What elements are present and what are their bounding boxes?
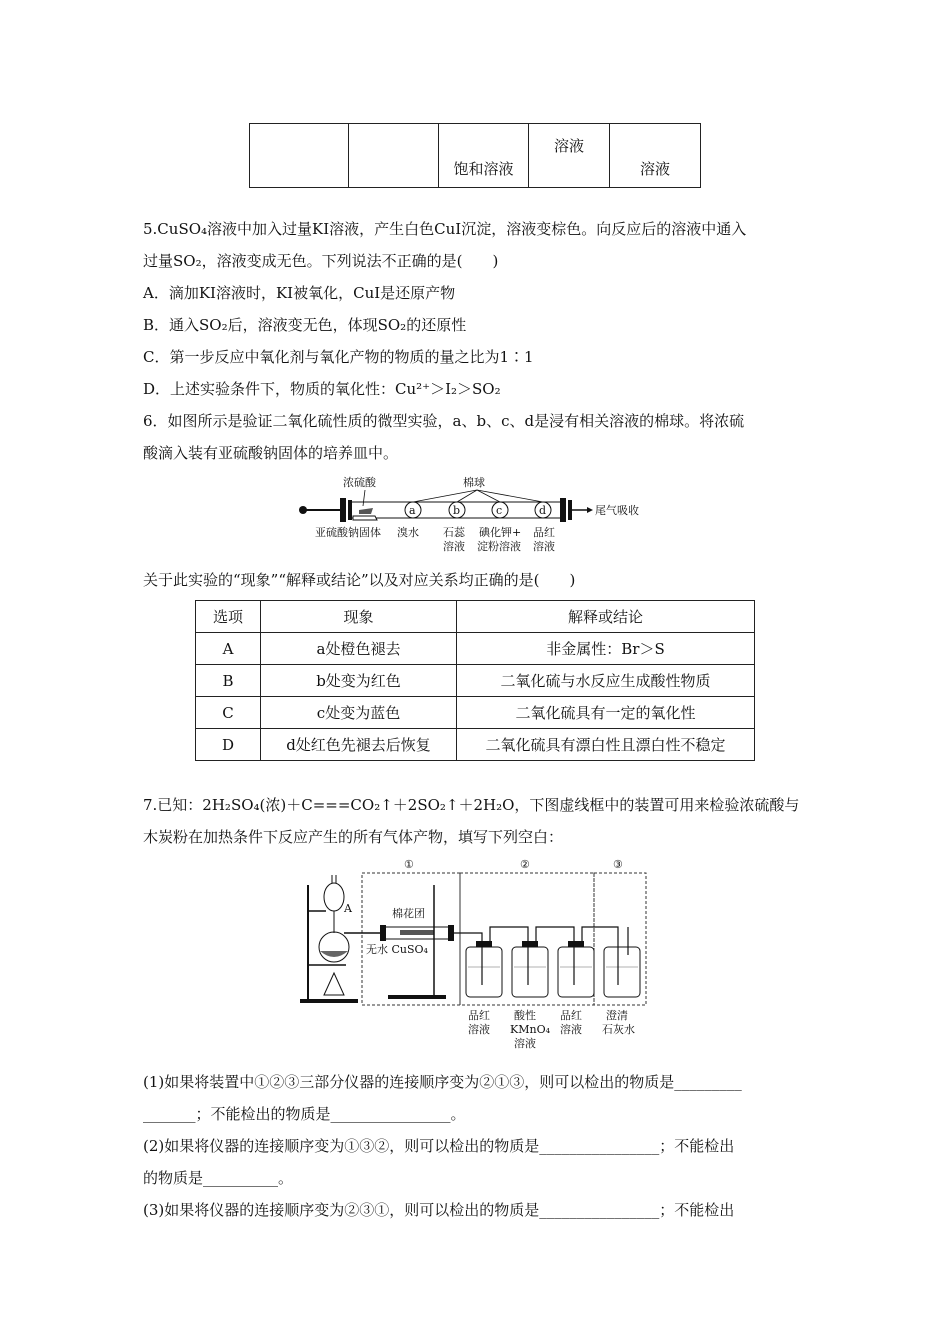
tail-gas-label: 尾气吸收 (595, 504, 639, 517)
table-cell: 二氧化硫具有一定的氧化性 (457, 697, 755, 729)
table-cell (349, 124, 439, 188)
ball-label-b: b (453, 504, 461, 517)
bottle2-label-1: 酸性 (514, 1009, 536, 1022)
table-cell: 饱和溶液 (439, 124, 529, 188)
q5-stem-line1: 5.CuSO₄溶液中加入过量KI溶液，产生白色CuI沉淀，溶液变棕色。向反应后的溶液中通入 (143, 220, 747, 238)
q6-stem-line1: 6．如图所示是验证二氧化硫性质的微型实验，a、b、c、d是浸有相关溶液的棉球。将浓硫 (143, 412, 745, 430)
q7-sub2-line2: 的物质是__________。 (143, 1169, 294, 1187)
table-cell: 非金属性：Br＞S (457, 633, 755, 665)
table-row (196, 665, 755, 697)
table-cell: A (196, 633, 261, 665)
q5-option-a: A．滴加KI溶液时，KI被氧化，CuI是还原产物 (143, 284, 456, 302)
q6-apparatus-figure (295, 470, 665, 560)
q7-sub2-line1: (2)如果将仪器的连接顺序变为①③②，则可以检出的物质是________________；不能检出 (143, 1137, 735, 1155)
box-label-3: ③ (613, 858, 623, 871)
ball-label-d: d (539, 504, 547, 517)
top-partial-table (249, 123, 701, 188)
table-row (196, 697, 755, 729)
cotton-label: 棉球 (463, 476, 485, 489)
table-cell: D (196, 729, 261, 761)
bottle1-label-2: 溶液 (468, 1023, 490, 1036)
q7-sub3-line1: (3)如果将仪器的连接顺序变为②③①，则可以检出的物质是________________；不能检出 (143, 1201, 735, 1219)
q7-stem-line1: 7.已知：2H₂SO₄(浓)＋C===CO₂↑＋2SO₂↑＋2H₂O，下图虚线框中的装置可用来检验浓硫酸与 (143, 796, 800, 814)
table-cell: 溶液 (529, 124, 610, 188)
bottle4-label-1: 澄清 (606, 1009, 628, 1022)
ball-label-a: a (409, 504, 416, 517)
table-header: 现象 (261, 601, 457, 633)
table-cell: C (196, 697, 261, 729)
table-header-row (196, 601, 755, 633)
bromine-label: 溴水 (397, 526, 419, 539)
litmus-label-2: 溶液 (443, 540, 465, 553)
litmus-label-1: 石蕊 (443, 526, 465, 539)
acid-label: 浓硫酸 (343, 476, 376, 489)
bottle3-label-2: 溶液 (560, 1023, 582, 1036)
q6-question: 关于此实验的“现象”“解释或结论”以及对应关系均正确的是( ) (143, 571, 576, 589)
table-cell: a处橙色褪去 (261, 633, 457, 665)
table-cell (250, 124, 349, 188)
q5-option-c: C．第一步反应中氧化剂与氧化产物的物质的量之比为1∶1 (143, 348, 534, 366)
table-row (196, 633, 755, 665)
ki-label-2: 淀粉溶液 (477, 540, 521, 553)
table-cell: c处变为蓝色 (261, 697, 457, 729)
q7-sub1-line1: (1)如果将装置中①②③三部分仪器的连接顺序变为②①③，则可以检出的物质是_________ (143, 1073, 742, 1091)
q5-option-b: B．通入SO₂后，溶液变无色，体现SO₂的还原性 (143, 316, 467, 334)
bottle4-label-2: 石灰水 (602, 1023, 635, 1036)
box-label-1: ① (404, 858, 414, 871)
cuso4-label: 无水 CuSO₄ (366, 943, 428, 956)
table-row (196, 729, 755, 761)
table-cell: 二氧化硫与水反应生成酸性物质 (457, 665, 755, 697)
q7-stem-line2: 木炭粉在加热条件下反应产生的所有气体产物，填写下列空白： (143, 828, 564, 846)
table-header: 解释或结论 (457, 601, 755, 633)
q7-sub1-line2: _______；不能检出的物质是________________。 (143, 1105, 466, 1123)
q5-stem-line2: 过量SO₂，溶液变成无色。下列说法不正确的是( ) (143, 252, 499, 270)
table-cell: 二氧化硫具有漂白性且漂白性不稳定 (457, 729, 755, 761)
ki-label-1: 碘化钾+ (479, 526, 522, 539)
bottle2-label-2: KMnO₄ (510, 1023, 550, 1036)
q7-apparatus-figure (296, 855, 666, 1060)
pinhong-label-2: 溶液 (533, 540, 555, 553)
bottle3-label-1: 品红 (560, 1009, 582, 1022)
box-label-2: ② (520, 858, 530, 871)
q6-stem-line2: 酸滴入装有亚硫酸钠固体的培养皿中。 (143, 444, 399, 462)
pinhong-label-1: 品红 (533, 526, 555, 539)
table-cell: b处变为红色 (261, 665, 457, 697)
cotton-ball-label: 棉花团 (392, 907, 425, 920)
bottle2-label-3: 溶液 (514, 1037, 536, 1050)
q6-options-table (195, 600, 755, 761)
q5-option-d: D．上述实验条件下，物质的氧化性：Cu²⁺＞I₂＞SO₂ (143, 380, 501, 398)
table-cell: B (196, 665, 261, 697)
funnel-a-label: A (344, 902, 352, 915)
solid-label: 亚硫酸钠固体 (315, 526, 381, 539)
bottle1-label-1: 品红 (468, 1009, 490, 1022)
table-header: 选项 (196, 601, 261, 633)
ball-label-c: c (496, 504, 503, 517)
table-cell: d处红色先褪去后恢复 (261, 729, 457, 761)
table-cell: 溶液 (610, 124, 701, 188)
